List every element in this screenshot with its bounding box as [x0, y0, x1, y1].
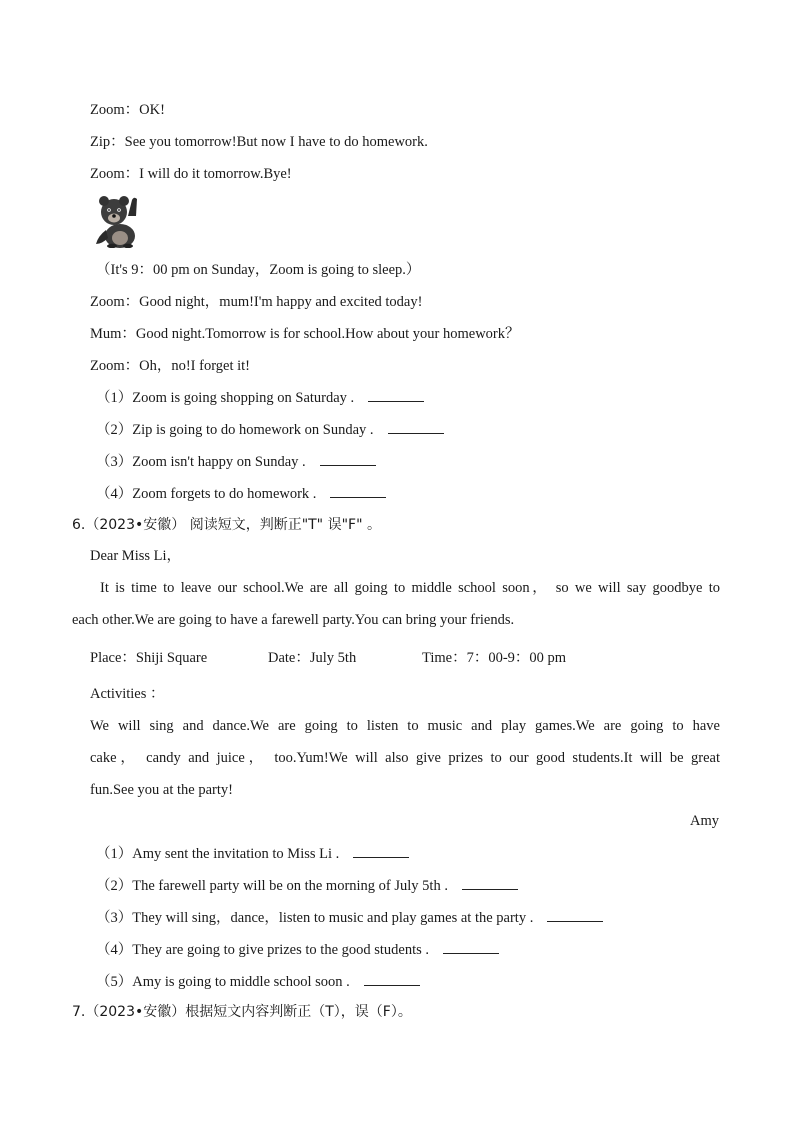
question-item — [96, 451, 376, 472]
question-item — [96, 843, 409, 864]
question-text: （4）They are going to give prizes to the good students . — [96, 942, 430, 958]
letter-salutation: Dear Miss Li， — [90, 548, 182, 564]
letter-paragraph-line: It is time to leave our school.We are all going to middle school soon， so we will say goodbye to — [100, 580, 720, 596]
dialogue-line: （It's 9：00 pm on Sunday，Zoom is going to sleep.） — [96, 262, 421, 278]
question-text: （3）Zoom isn't happy on Sunday . — [96, 454, 306, 470]
question-item — [96, 939, 499, 960]
letter-paragraph-line: each other.We are going to have a farewell party.You can bring your friends. — [72, 612, 515, 628]
activities-label: Activities ： — [90, 686, 165, 702]
question-item — [96, 907, 603, 928]
answer-blank[interactable] — [320, 451, 376, 466]
question-heading: 7.（2023•安徽）根据短文内容判断正（T），误（F）。 — [72, 1004, 412, 1020]
dialogue-line: Zoom：Oh，no!I forget it! — [90, 358, 251, 374]
answer-blank[interactable] — [388, 419, 444, 434]
answer-blank[interactable] — [368, 387, 424, 402]
dialogue-line: Mum：Good night.Tomorrow is for school.How about your homework？ — [90, 326, 520, 342]
event-time: Time：7：00-9：00 pm — [422, 650, 567, 666]
answer-blank[interactable] — [547, 907, 603, 922]
activities-line: cake， candy and juice， too.Yum!We will also give prizes to our good students.It will be great — [90, 750, 720, 766]
dialogue-line: Zip：See you tomorrow!But now I have to do homework. — [90, 134, 428, 150]
question-text: （5）Amy is going to middle school soon . — [96, 974, 350, 990]
question-item — [96, 483, 386, 504]
answer-blank[interactable] — [443, 939, 499, 954]
letter-signature: Amy — [690, 813, 719, 829]
event-place: Place：Shiji Square — [90, 650, 208, 666]
question-text: （2）Zip is going to do homework on Sunday . — [96, 422, 374, 438]
answer-blank[interactable] — [462, 875, 518, 890]
answer-blank[interactable] — [364, 971, 420, 986]
question-text: （4）Zoom forgets to do homework . — [96, 486, 317, 502]
question-item — [96, 875, 518, 896]
dialogue-line: Zoom：I will do it tomorrow.Bye! — [90, 166, 292, 182]
question-text: （3）They will sing，dance，listen to music and play games at the party . — [96, 910, 534, 926]
activities-line: fun.See you at the party! — [90, 782, 233, 798]
event-date: Date：July 5th — [268, 650, 357, 666]
activities-line: We will sing and dance.We are going to listen to music and play games.We are going to have — [90, 718, 720, 734]
answer-blank[interactable] — [353, 843, 409, 858]
dialogue-line: Zoom：OK! — [90, 102, 165, 118]
answer-blank[interactable] — [330, 483, 386, 498]
question-heading: 6.（2023•安徽） 阅读短文，判断正"T" 误"F" 。 — [72, 517, 381, 533]
dialogue-line: Zoom：Good night，mum!I'm happy and excited today! — [90, 294, 423, 310]
question-text: （2）The farewell party will be on the morning of July 5th . — [96, 878, 448, 894]
question-text: （1）Zoom is going shopping on Saturday . — [96, 390, 355, 406]
question-item — [96, 419, 444, 440]
question-item — [96, 971, 420, 992]
question-item — [96, 387, 424, 408]
question-text: （1）Amy sent the invitation to Miss Li . — [96, 846, 340, 862]
bear-waving-icon — [92, 194, 144, 248]
